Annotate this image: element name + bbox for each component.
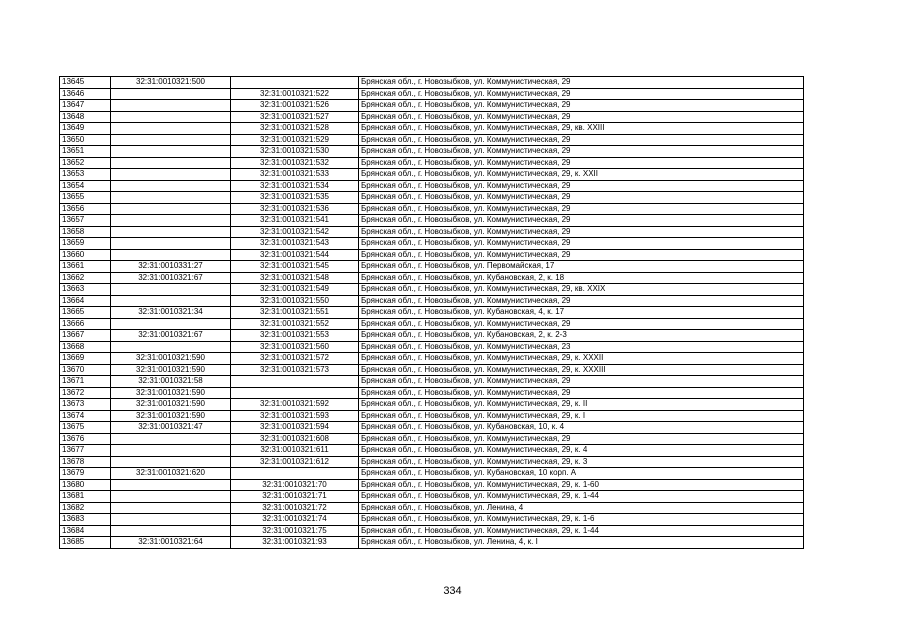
cadastral-number-cell bbox=[111, 180, 231, 192]
row-number-cell: 13654 bbox=[60, 180, 111, 192]
cadastral-number-cell: 32:31:0010321:590 bbox=[111, 399, 231, 411]
row-number-cell: 13648 bbox=[60, 111, 111, 123]
object-cadastral-number-cell: 32:31:0010321:75 bbox=[231, 525, 359, 537]
row-number-cell: 13651 bbox=[60, 146, 111, 158]
table-row bbox=[60, 192, 804, 204]
cadastral-number-cell bbox=[111, 318, 231, 330]
object-cadastral-number-cell: 32:31:0010321:553 bbox=[231, 330, 359, 342]
table-row bbox=[60, 100, 804, 112]
object-cadastral-number-cell: 32:31:0010321:542 bbox=[231, 226, 359, 238]
address-cell: Брянская обл., г. Новозыбков, ул. Коммунистическая, 29, к. II bbox=[359, 399, 804, 411]
row-number-cell: 13660 bbox=[60, 249, 111, 261]
cadastral-number-cell bbox=[111, 203, 231, 215]
table-row bbox=[60, 537, 804, 549]
address-cell: Брянская обл., г. Новозыбков, ул. Коммунистическая, 29 bbox=[359, 226, 804, 238]
address-cell: Брянская обл., г. Новозыбков, ул. Коммунистическая, 29, к. XXXIII bbox=[359, 364, 804, 376]
cadastral-number-cell bbox=[111, 479, 231, 491]
address-cell: Брянская обл., г. Новозыбков, ул. Кубановская, 4, к. 17 bbox=[359, 307, 804, 319]
address-cell: Брянская обл., г. Новозыбков, ул. Коммунистическая, 29 bbox=[359, 146, 804, 158]
row-number-cell: 13650 bbox=[60, 134, 111, 146]
cadastral-number-cell bbox=[111, 284, 231, 296]
cadastral-number-cell: 32:31:0010321:500 bbox=[111, 77, 231, 89]
cadastral-number-cell: 32:31:0010321:34 bbox=[111, 307, 231, 319]
table-row bbox=[60, 422, 804, 434]
object-cadastral-number-cell bbox=[231, 468, 359, 480]
table-row bbox=[60, 479, 804, 491]
object-cadastral-number-cell: 32:31:0010321:544 bbox=[231, 249, 359, 261]
address-cell: Брянская обл., г. Новозыбков, ул. Коммунистическая, 29 bbox=[359, 180, 804, 192]
row-number-cell: 13658 bbox=[60, 226, 111, 238]
object-cadastral-number-cell: 32:31:0010321:548 bbox=[231, 272, 359, 284]
address-cell: Брянская обл., г. Новозыбков, ул. Коммунистическая, 29, к. I bbox=[359, 410, 804, 422]
row-number-cell: 13683 bbox=[60, 514, 111, 526]
object-cadastral-number-cell: 32:31:0010321:573 bbox=[231, 364, 359, 376]
row-number-cell: 13676 bbox=[60, 433, 111, 445]
cadastral-number-cell bbox=[111, 215, 231, 227]
registry-table bbox=[59, 76, 804, 549]
object-cadastral-number-cell: 32:31:0010321:528 bbox=[231, 123, 359, 135]
cadastral-number-cell bbox=[111, 238, 231, 250]
object-cadastral-number-cell: 32:31:0010321:593 bbox=[231, 410, 359, 422]
row-number-cell: 13681 bbox=[60, 491, 111, 503]
object-cadastral-number-cell: 32:31:0010321:533 bbox=[231, 169, 359, 181]
object-cadastral-number-cell: 32:31:0010321:592 bbox=[231, 399, 359, 411]
address-cell: Брянская обл., г. Новозыбков, ул. Коммунистическая, 29, к. 1-44 bbox=[359, 525, 804, 537]
row-number-cell: 13670 bbox=[60, 364, 111, 376]
table-row bbox=[60, 330, 804, 342]
address-cell: Брянская обл., г. Новозыбков, ул. Коммунистическая, 29, к. XXII bbox=[359, 169, 804, 181]
object-cadastral-number-cell: 32:31:0010321:611 bbox=[231, 445, 359, 457]
table-row bbox=[60, 249, 804, 261]
row-number-cell: 13674 bbox=[60, 410, 111, 422]
address-cell: Брянская обл., г. Новозыбков, ул. Ленина, 4, к. I bbox=[359, 537, 804, 549]
table-row bbox=[60, 226, 804, 238]
cadastral-number-cell bbox=[111, 111, 231, 123]
cadastral-number-cell bbox=[111, 100, 231, 112]
row-number-cell: 13655 bbox=[60, 192, 111, 204]
object-cadastral-number-cell: 32:31:0010321:536 bbox=[231, 203, 359, 215]
table-row bbox=[60, 399, 804, 411]
row-number-cell: 13677 bbox=[60, 445, 111, 457]
table-row bbox=[60, 376, 804, 388]
address-cell: Брянская обл., г. Новозыбков, ул. Коммунистическая, 23 bbox=[359, 341, 804, 353]
row-number-cell: 13665 bbox=[60, 307, 111, 319]
table-row bbox=[60, 514, 804, 526]
table-row bbox=[60, 215, 804, 227]
row-number-cell: 13680 bbox=[60, 479, 111, 491]
table-row bbox=[60, 318, 804, 330]
cadastral-number-cell bbox=[111, 456, 231, 468]
row-number-cell: 13684 bbox=[60, 525, 111, 537]
address-cell: Брянская обл., г. Новозыбков, ул. Кубановская, 10 корп. А bbox=[359, 468, 804, 480]
object-cadastral-number-cell bbox=[231, 387, 359, 399]
table-row bbox=[60, 146, 804, 158]
object-cadastral-number-cell: 32:31:0010321:545 bbox=[231, 261, 359, 273]
object-cadastral-number-cell: 32:31:0010321:527 bbox=[231, 111, 359, 123]
row-number-cell: 13657 bbox=[60, 215, 111, 227]
table-row bbox=[60, 491, 804, 503]
table-row bbox=[60, 180, 804, 192]
table-row bbox=[60, 353, 804, 365]
row-number-cell: 13662 bbox=[60, 272, 111, 284]
table-row bbox=[60, 123, 804, 135]
object-cadastral-number-cell: 32:31:0010321:93 bbox=[231, 537, 359, 549]
table-row bbox=[60, 295, 804, 307]
row-number-cell: 13669 bbox=[60, 353, 111, 365]
table-row bbox=[60, 456, 804, 468]
cadastral-number-cell bbox=[111, 88, 231, 100]
object-cadastral-number-cell: 32:31:0010321:526 bbox=[231, 100, 359, 112]
address-cell: Брянская обл., г. Новозыбков, ул. Коммунистическая, 29 bbox=[359, 376, 804, 388]
address-cell: Брянская обл., г. Новозыбков, ул. Коммунистическая, 29 bbox=[359, 157, 804, 169]
row-number-cell: 13659 bbox=[60, 238, 111, 250]
cadastral-number-cell bbox=[111, 134, 231, 146]
table-row bbox=[60, 364, 804, 376]
address-cell: Брянская обл., г. Новозыбков, ул. Коммунистическая, 29 bbox=[359, 238, 804, 250]
cadastral-number-cell bbox=[111, 502, 231, 514]
object-cadastral-number-cell: 32:31:0010321:541 bbox=[231, 215, 359, 227]
object-cadastral-number-cell: 32:31:0010321:530 bbox=[231, 146, 359, 158]
object-cadastral-number-cell: 32:31:0010321:560 bbox=[231, 341, 359, 353]
row-number-cell: 13663 bbox=[60, 284, 111, 296]
object-cadastral-number-cell: 32:31:0010321:534 bbox=[231, 180, 359, 192]
address-cell: Брянская обл., г. Новозыбков, ул. Коммунистическая, 29 bbox=[359, 249, 804, 261]
cadastral-number-cell bbox=[111, 341, 231, 353]
table-row bbox=[60, 203, 804, 215]
table-row bbox=[60, 157, 804, 169]
address-cell: Брянская обл., г. Новозыбков, ул. Коммунистическая, 29 bbox=[359, 192, 804, 204]
row-number-cell: 13675 bbox=[60, 422, 111, 434]
table-row bbox=[60, 410, 804, 422]
page-number: 334 bbox=[443, 585, 462, 597]
cadastral-number-cell bbox=[111, 249, 231, 261]
address-cell: Брянская обл., г. Новозыбков, ул. Коммунистическая, 29, к. XXXII bbox=[359, 353, 804, 365]
object-cadastral-number-cell: 32:31:0010321:70 bbox=[231, 479, 359, 491]
table-row bbox=[60, 134, 804, 146]
cadastral-number-cell bbox=[111, 433, 231, 445]
row-number-cell: 13646 bbox=[60, 88, 111, 100]
object-cadastral-number-cell: 32:31:0010321:529 bbox=[231, 134, 359, 146]
cadastral-number-cell bbox=[111, 295, 231, 307]
object-cadastral-number-cell: 32:31:0010321:72 bbox=[231, 502, 359, 514]
address-cell: Брянская обл., г. Новозыбков, ул. Кубановская, 10, к. 4 bbox=[359, 422, 804, 434]
row-number-cell: 13666 bbox=[60, 318, 111, 330]
cadastral-number-cell bbox=[111, 525, 231, 537]
registry-table-body bbox=[60, 77, 804, 549]
object-cadastral-number-cell: 32:31:0010321:535 bbox=[231, 192, 359, 204]
address-cell: Брянская обл., г. Новозыбков, ул. Коммунистическая, 29 bbox=[359, 203, 804, 215]
row-number-cell: 13645 bbox=[60, 77, 111, 89]
table-row bbox=[60, 468, 804, 480]
row-number-cell: 13661 bbox=[60, 261, 111, 273]
object-cadastral-number-cell: 32:31:0010321:612 bbox=[231, 456, 359, 468]
object-cadastral-number-cell: 32:31:0010321:74 bbox=[231, 514, 359, 526]
row-number-cell: 13679 bbox=[60, 468, 111, 480]
address-cell: Брянская обл., г. Новозыбков, ул. Коммунистическая, 29 bbox=[359, 134, 804, 146]
address-cell: Брянская обл., г. Новозыбков, ул. Кубановская, 2, к. 18 bbox=[359, 272, 804, 284]
row-number-cell: 13672 bbox=[60, 387, 111, 399]
cadastral-number-cell bbox=[111, 226, 231, 238]
cadastral-number-cell: 32:31:0010321:620 bbox=[111, 468, 231, 480]
table-row bbox=[60, 284, 804, 296]
address-cell: Брянская обл., г. Новозыбков, ул. Коммунистическая, 29, к. 1-6 bbox=[359, 514, 804, 526]
cadastral-number-cell bbox=[111, 192, 231, 204]
cadastral-number-cell: 32:31:0010321:47 bbox=[111, 422, 231, 434]
row-number-cell: 13685 bbox=[60, 537, 111, 549]
table-row bbox=[60, 525, 804, 537]
address-cell: Брянская обл., г. Новозыбков, ул. Коммунистическая, 29, к. 3 bbox=[359, 456, 804, 468]
cadastral-number-cell: 32:31:0010321:64 bbox=[111, 537, 231, 549]
object-cadastral-number-cell bbox=[231, 376, 359, 388]
cadastral-number-cell bbox=[111, 157, 231, 169]
object-cadastral-number-cell: 32:31:0010321:608 bbox=[231, 433, 359, 445]
cadastral-number-cell: 32:31:0010331:27 bbox=[111, 261, 231, 273]
row-number-cell: 13664 bbox=[60, 295, 111, 307]
table-row bbox=[60, 272, 804, 284]
row-number-cell: 13673 bbox=[60, 399, 111, 411]
cadastral-number-cell: 32:31:0010321:67 bbox=[111, 330, 231, 342]
cadastral-number-cell: 32:31:0010321:590 bbox=[111, 410, 231, 422]
address-cell: Брянская обл., г. Новозыбков, ул. Коммунистическая, 29, кв. XXIII bbox=[359, 123, 804, 135]
table-row bbox=[60, 307, 804, 319]
table-row bbox=[60, 341, 804, 353]
address-cell: Брянская обл., г. Новозыбков, ул. Коммунистическая, 29 bbox=[359, 433, 804, 445]
cadastral-number-cell bbox=[111, 169, 231, 181]
table-row bbox=[60, 111, 804, 123]
object-cadastral-number-cell: 32:31:0010321:594 bbox=[231, 422, 359, 434]
cadastral-number-cell: 32:31:0010321:590 bbox=[111, 387, 231, 399]
object-cadastral-number-cell: 32:31:0010321:552 bbox=[231, 318, 359, 330]
object-cadastral-number-cell: 32:31:0010321:551 bbox=[231, 307, 359, 319]
address-cell: Брянская обл., г. Новозыбков, ул. Коммунистическая, 29 bbox=[359, 88, 804, 100]
address-cell: Брянская обл., г. Новозыбков, ул. Коммунистическая, 29 bbox=[359, 111, 804, 123]
address-cell: Брянская обл., г. Новозыбков, ул. Коммунистическая, 29, кв. XXIX bbox=[359, 284, 804, 296]
row-number-cell: 13656 bbox=[60, 203, 111, 215]
address-cell: Брянская обл., г. Новозыбков, ул. Коммунистическая, 29 bbox=[359, 295, 804, 307]
address-cell: Брянская обл., г. Новозыбков, ул. Коммунистическая, 29, к. 1-60 bbox=[359, 479, 804, 491]
cadastral-number-cell: 32:31:0010321:590 bbox=[111, 353, 231, 365]
row-number-cell: 13652 bbox=[60, 157, 111, 169]
table-row bbox=[60, 261, 804, 273]
address-cell: Брянская обл., г. Новозыбков, ул. Коммунистическая, 29 bbox=[359, 215, 804, 227]
object-cadastral-number-cell: 32:31:0010321:71 bbox=[231, 491, 359, 503]
address-cell: Брянская обл., г. Новозыбков, ул. Коммунистическая, 29 bbox=[359, 77, 804, 89]
table-row bbox=[60, 502, 804, 514]
row-number-cell: 13682 bbox=[60, 502, 111, 514]
row-number-cell: 13668 bbox=[60, 341, 111, 353]
table-row bbox=[60, 169, 804, 181]
row-number-cell: 13647 bbox=[60, 100, 111, 112]
object-cadastral-number-cell: 32:31:0010321:572 bbox=[231, 353, 359, 365]
object-cadastral-number-cell: 32:31:0010321:550 bbox=[231, 295, 359, 307]
object-cadastral-number-cell: 32:31:0010321:522 bbox=[231, 88, 359, 100]
address-cell: Брянская обл., г. Новозыбков, ул. Ленина, 4 bbox=[359, 502, 804, 514]
table-row bbox=[60, 238, 804, 250]
row-number-cell: 13653 bbox=[60, 169, 111, 181]
cadastral-number-cell bbox=[111, 514, 231, 526]
cadastral-number-cell bbox=[111, 491, 231, 503]
object-cadastral-number-cell bbox=[231, 77, 359, 89]
cadastral-number-cell: 32:31:0010321:590 bbox=[111, 364, 231, 376]
table-row bbox=[60, 88, 804, 100]
cadastral-number-cell bbox=[111, 445, 231, 457]
row-number-cell: 13649 bbox=[60, 123, 111, 135]
cadastral-number-cell bbox=[111, 146, 231, 158]
table-row bbox=[60, 387, 804, 399]
table-row bbox=[60, 77, 804, 89]
object-cadastral-number-cell: 32:31:0010321:532 bbox=[231, 157, 359, 169]
address-cell: Брянская обл., г. Новозыбков, ул. Коммунистическая, 29 bbox=[359, 387, 804, 399]
row-number-cell: 13671 bbox=[60, 376, 111, 388]
table-row bbox=[60, 433, 804, 445]
address-cell: Брянская обл., г. Новозыбков, ул. Кубановская, 2, к. 2-3 bbox=[359, 330, 804, 342]
row-number-cell: 13678 bbox=[60, 456, 111, 468]
address-cell: Брянская обл., г. Новозыбков, ул. Коммунистическая, 29, к. 4 bbox=[359, 445, 804, 457]
address-cell: Брянская обл., г. Новозыбков, ул. Первомайская, 17 bbox=[359, 261, 804, 273]
cadastral-number-cell: 32:31:0010321:58 bbox=[111, 376, 231, 388]
address-cell: Брянская обл., г. Новозыбков, ул. Коммунистическая, 29, к. 1-44 bbox=[359, 491, 804, 503]
object-cadastral-number-cell: 32:31:0010321:549 bbox=[231, 284, 359, 296]
address-cell: Брянская обл., г. Новозыбков, ул. Коммунистическая, 29 bbox=[359, 318, 804, 330]
table-row bbox=[60, 445, 804, 457]
object-cadastral-number-cell: 32:31:0010321:543 bbox=[231, 238, 359, 250]
cadastral-number-cell bbox=[111, 123, 231, 135]
address-cell: Брянская обл., г. Новозыбков, ул. Коммунистическая, 29 bbox=[359, 100, 804, 112]
cadastral-number-cell: 32:31:0010321:67 bbox=[111, 272, 231, 284]
row-number-cell: 13667 bbox=[60, 330, 111, 342]
